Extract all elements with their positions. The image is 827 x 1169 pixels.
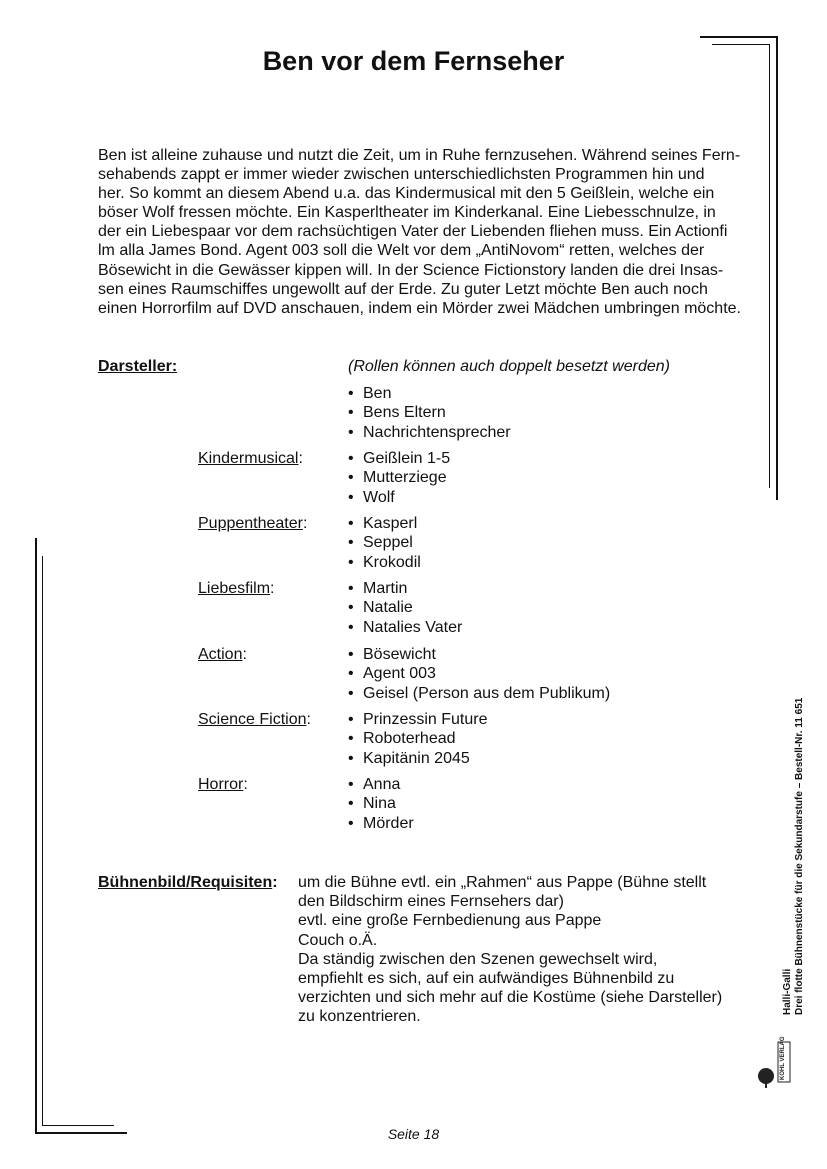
group-label-colon: : [270,580,275,597]
intro-line: her. So kommt an diesem Abend u.a. das Kindermusical mit den 5 Geißlein, welche ein [98,185,715,203]
role-list [348,579,462,637]
frame-line-left-outer [35,538,37,1134]
cast-group-main [198,384,698,442]
group-label-colon: : [242,646,247,663]
role-item: • Mörder [348,814,414,833]
role-item: • Natalies Vater [348,618,462,637]
role-list [348,775,414,833]
cast-group-liebesfilm [198,579,698,637]
role-item: • Geißlein 1-5 [348,449,450,468]
intro-line: sehabends zappt er immer wieder zwischen unterschiedlichsten Programmen hin und [98,166,705,184]
group-label-text: Liebesfilm [198,580,271,597]
role-item: • Geisel (Person aus dem Publikum) [348,684,610,703]
page-number: Seite 18 [387,1126,440,1142]
group-label [198,645,247,664]
role-item: • Seppel [348,533,421,552]
frame-line-right-inner [769,44,770,488]
role-item: • Kasperl [348,514,421,533]
stage-heading-colon: : [272,874,278,891]
role-item: • Prinzessin Future [348,710,488,729]
group-label [198,710,311,729]
stage-line: empfiehlt es sich, auf ein aufwändiges Bühnenbild zu [298,970,675,988]
stage-heading-text: Bühnenbild/Requisiten [98,874,273,891]
stage-line: verzichten und sich mehr auf die Kostüme (siehe Darsteller) [298,989,723,1007]
role-item: • Mutterziege [348,468,450,487]
intro-line: Bösewicht in die Gewässer kippen will. In der Science Fictionstory landen die drei Insas- [98,261,724,279]
role-item: • Martin [348,579,462,598]
stage-line: Couch o.Ä. [298,931,378,949]
logo-text: KOHL VERLAG [780,1036,786,1080]
group-label-colon: : [243,776,248,793]
role-item: • Bösewicht [348,645,610,664]
stage-line: zu konzentrieren. [298,1008,421,1026]
intro-line: lm alla James Bond. Agent 003 soll die Welt vor dem „AntiNovom“ retten, welches der [98,242,705,260]
sidebar-line-1: Halli-Galli [782,968,793,1015]
role-list [348,645,610,703]
page-title: Ben vor dem Fernseher [262,46,565,76]
intro-paragraph [98,146,748,318]
stage-heading [98,873,278,892]
group-label-text: Kindermusical [198,450,299,467]
group-label-colon: : [302,515,308,532]
role-list [348,514,421,572]
group-label-text: Action [198,646,243,663]
group-label-text: Puppentheater [198,515,303,532]
group-label-text: Science Fiction [198,711,307,728]
role-item: • Nachrichtensprecher [348,423,511,442]
stage-line: den Bildschirm eines Fernsehers dar) [298,893,564,911]
cast-group-action [198,645,698,703]
cast-group-horror [198,775,698,833]
stage-line: um die Bühne evtl. ein „Rahmen“ aus Pappe (Bühne stellt [298,874,707,891]
cast-heading-text: Darsteller [98,358,172,375]
group-label [198,579,274,598]
intro-line: der ein Liebespaar vor dem rachsüchtigen Vater der Liebenden fliehen muss. Ein Actionfi [98,223,728,241]
stage-description [298,873,748,1027]
group-label-colon: : [306,711,311,728]
cast-group-kindermusical [198,449,698,507]
role-list [348,384,511,442]
stage-line: evtl. eine große Fernbedienung aus Pappe [298,912,602,930]
cast-group-puppentheater [198,514,698,572]
group-label [198,449,303,468]
frame-line-bottom-outer [35,1132,127,1134]
group-label [198,775,248,794]
cast-note: (Rollen können auch doppelt besetzt werden) [348,358,670,375]
kohl-verlag-logo-icon [756,1034,796,1090]
frame-line-top-outer [700,36,778,38]
intro-line: böser Wolf fressen möchte. Ein Kasperltheater im Kinderkanal. Eine Liebesschnulze, in [98,204,716,222]
intro-line: sen eines Raumschiffes ungewollt auf der Erde. Zu guter Letzt möchte Ben auch noch [98,280,708,298]
role-list [348,710,488,768]
sidebar-line-2: Drei flotte Bühnenstücke für die Sekundarstufe – Bestell-Nr. 11 651 [794,697,805,1015]
role-item: • Krokodil [348,553,421,572]
role-item: • Nina [348,794,414,813]
role-item: • Natalie [348,598,462,617]
role-item: • Agent 003 [348,664,610,683]
frame-line-left-inner [42,556,43,1126]
role-item: • Kapitänin 2045 [348,749,488,768]
frame-line-bottom-inner [42,1125,114,1126]
cast-heading-colon: : [171,358,178,375]
group-label-text: Horror [198,776,244,793]
role-list [348,449,450,507]
frame-line-right-outer [776,36,778,500]
cast-group-science-fiction [198,710,698,768]
role-item: • Roboterhead [348,729,488,748]
role-item: • Anna [348,775,414,794]
cast-heading [98,357,177,376]
intro-line: einen Horrorfilm auf DVD anschauen, indem ein Mörder zwei Mädchen umbringen möchte. [98,299,741,317]
role-item: • Wolf [348,488,450,507]
role-item: • Ben [348,384,511,403]
stage-line: Da ständig zwischen den Szenen gewechselt wird, [298,950,658,968]
role-item: • Bens Eltern [348,403,511,422]
intro-line: Ben ist alleine zuhause und nutzt die Zeit, um in Ruhe fernzusehen. Während seines Fern- [98,147,741,164]
frame-line-top-inner [712,44,770,45]
publisher-sidebar [782,698,806,1015]
group-label-colon: : [298,450,303,467]
group-label [198,514,307,533]
